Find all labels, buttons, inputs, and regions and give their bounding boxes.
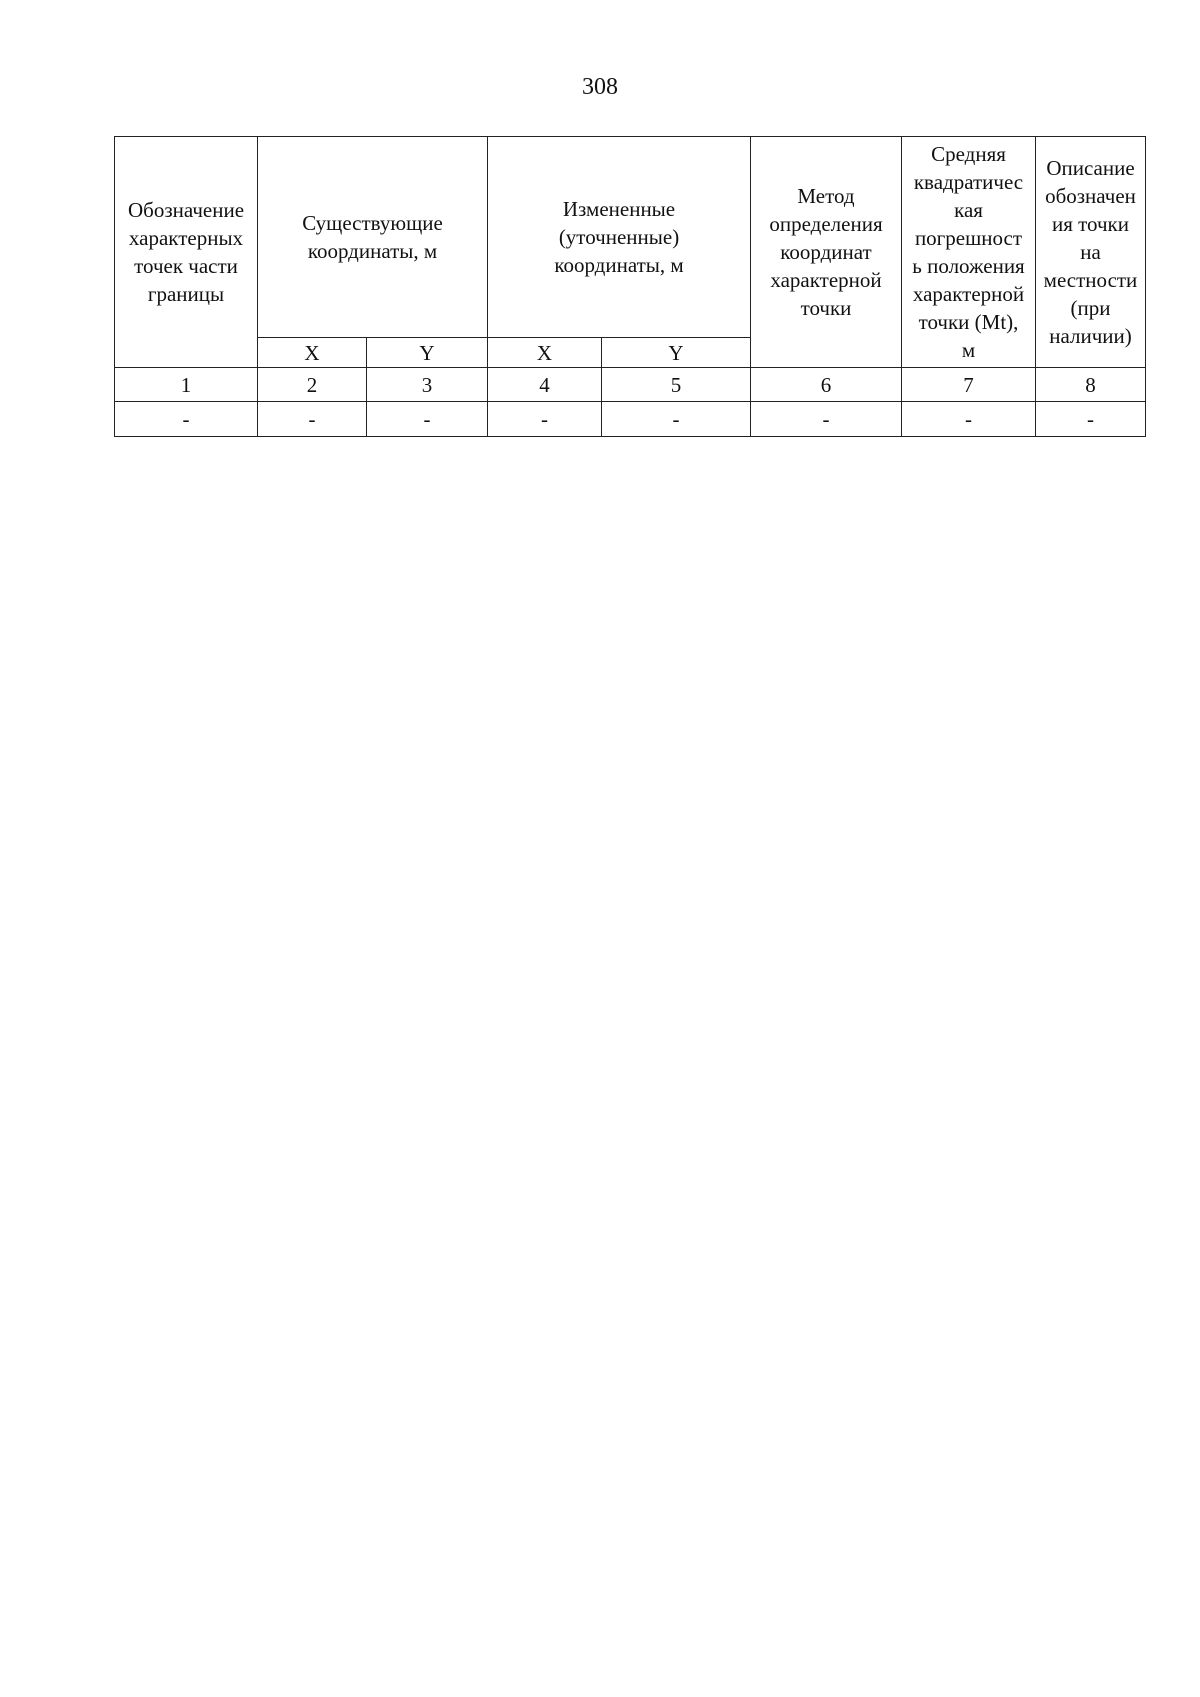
column-number: 3 bbox=[367, 368, 488, 402]
subheader-changed-y: Y bbox=[602, 338, 751, 368]
column-number: 1 bbox=[115, 368, 258, 402]
header-method: Метод определения координат характерной точки bbox=[751, 137, 902, 368]
column-number: 4 bbox=[488, 368, 602, 402]
boundary-points-table bbox=[114, 136, 1146, 437]
header-changed-coordinates: Измененные (уточненные) координаты, м bbox=[488, 137, 751, 338]
table-row bbox=[115, 402, 1146, 437]
header-point-description: Описание обозначен ия точки на местности (при наличии) bbox=[1036, 137, 1146, 368]
subheader-changed-x: X bbox=[488, 338, 602, 368]
subheader-existing-x: X bbox=[258, 338, 367, 368]
table-cell: - bbox=[367, 402, 488, 437]
column-number-row bbox=[115, 368, 1146, 402]
column-number: 2 bbox=[258, 368, 367, 402]
header-existing-coordinates: Существующие координаты, м bbox=[258, 137, 488, 338]
table-cell: - bbox=[902, 402, 1036, 437]
table-cell: - bbox=[1036, 402, 1146, 437]
column-number: 6 bbox=[751, 368, 902, 402]
table-cell: - bbox=[258, 402, 367, 437]
table-cell: - bbox=[751, 402, 902, 437]
table-cell: - bbox=[115, 402, 258, 437]
table-cell: - bbox=[602, 402, 751, 437]
page-number: 308 bbox=[582, 74, 618, 100]
column-number: 7 bbox=[902, 368, 1036, 402]
column-number: 5 bbox=[602, 368, 751, 402]
header-point-designation: Обозначение характерных точек части границы bbox=[115, 137, 258, 368]
subheader-existing-y: Y bbox=[367, 338, 488, 368]
column-number: 8 bbox=[1036, 368, 1146, 402]
header-row bbox=[115, 137, 1146, 338]
header-mean-square-error: Средняя квадратичес кая погрешност ь положения характерной точки (Mt), м bbox=[902, 137, 1036, 368]
table-cell: - bbox=[488, 402, 602, 437]
